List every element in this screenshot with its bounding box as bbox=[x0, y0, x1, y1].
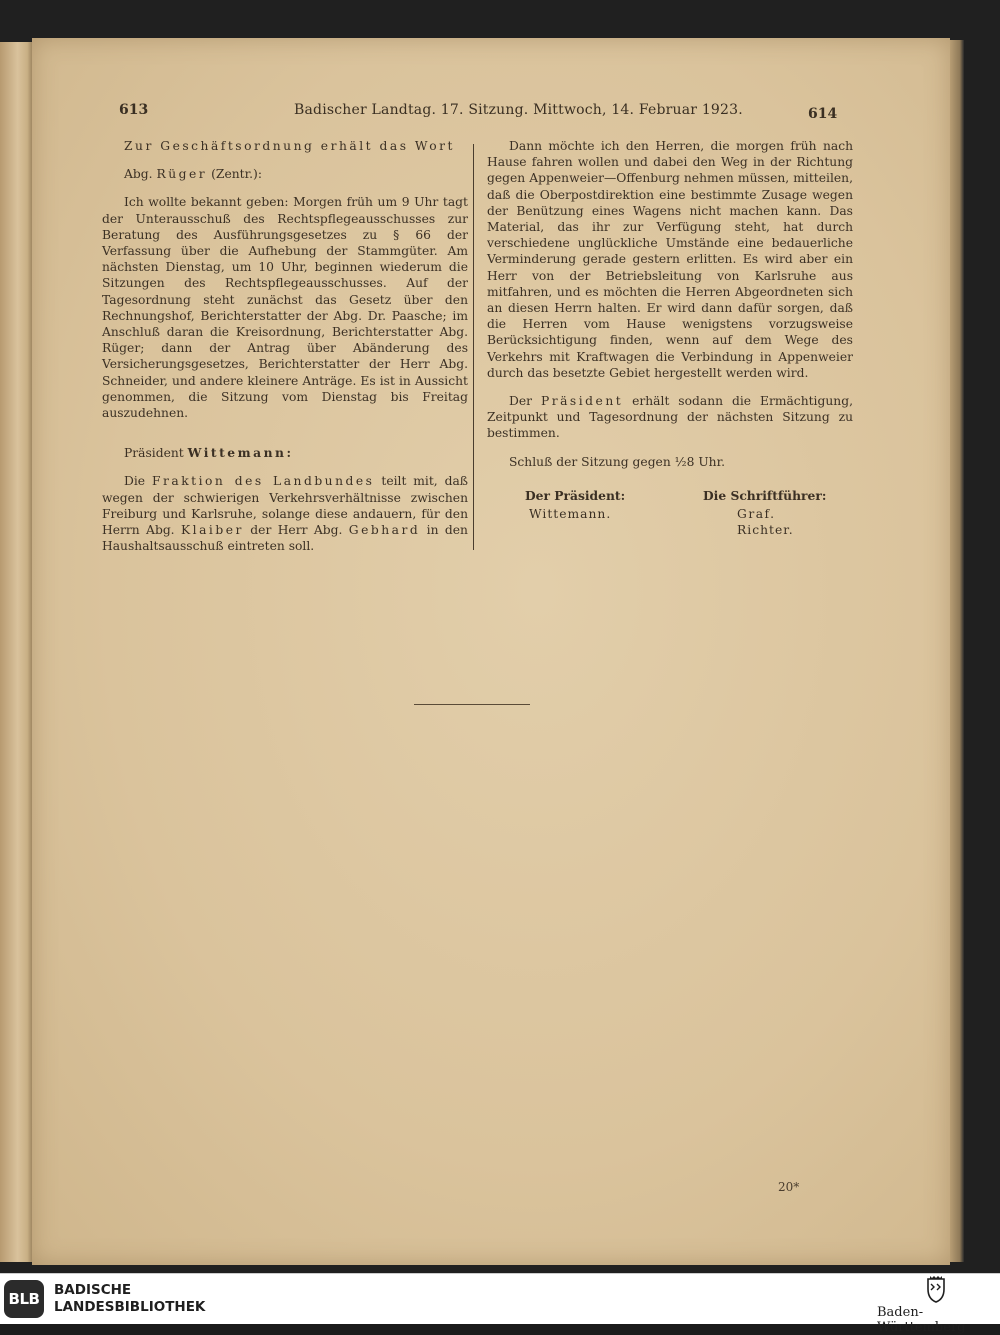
signature-block bbox=[487, 488, 853, 548]
speech-paragraph: Ich wollte bekannt geben: Morgen früh um 9 Uhr tagt der Unterausschuß des Rechtspflegeausschusses zur Beratung des Ausführungsgesetzes zu § 66 der Verfassung über die Aufhebung der Stammgüter. Am nächsten Dienstag, um 10 Uhr, beginnen wiederum die Sitzungen des Rechtspflegeausschusses. Auf der Tagesordnung steht zunächst das Gesetz über den Rechnungshof, Berichterstatter der Abg. Dr. Paasche; im Anschluß daran die Kreisordnung, Berichterstatter Abg. Rüger; dann der Antrag über Abänderung des Versicherungsgesetzes, Berichterstatter der Herr Abg. Schneider, und andere kleinere Anträge. Es ist in Aussicht genommen, die Sitzung vom Dienstag bis Freitag auszudehnen. bbox=[102, 195, 468, 421]
page-number-left: 613 bbox=[119, 102, 149, 118]
secretaries-signature-label: Die Schriftführer: bbox=[703, 487, 827, 503]
page-sheet bbox=[32, 38, 950, 1265]
president-name: Wittemann: bbox=[187, 445, 294, 461]
secretary-signature-1: Graf. bbox=[737, 506, 776, 521]
right-column bbox=[487, 138, 853, 548]
authorization-paragraph: Der Präsident erhält sodann die Ermächtigung, Zeitpunkt und Tagesordnung der nächsten Sitzung zu bestimmen. bbox=[487, 394, 853, 441]
page-number-right: 614 bbox=[808, 106, 838, 122]
viewer-footer bbox=[0, 1273, 1000, 1335]
president-line: Präsident Wittemann: bbox=[124, 445, 294, 461]
blb-logo[interactable]: BLB bbox=[4, 1280, 44, 1318]
end-rule bbox=[414, 704, 530, 705]
closing-line: Schluß der Sitzung gegen ½8 Uhr. bbox=[509, 454, 726, 469]
left-page-edge bbox=[0, 42, 33, 1262]
speaker-name: Rüger bbox=[156, 167, 208, 182]
speech-paragraph-continued: Dann möchte ich den Herren, die morgen früh nach Hause fahren wollen und dabei den Weg in der Richtung gegen Appenweier—Offenburg nehmen müssen, mitteilen, daß die Oberpostdirektion eine bestimmte Zusage wegen der Benützung eines Wagens nicht machen kann. Das Material, das ihr zur Verfügung steht, hat durch verschiedene unglückliche Umstände eine bedauerliche Verminderung gerade gestern erlitten. Es wird aber ein Herr von der Betriebsleitung von Karlsruhe aus mitfahren, und es möchten die Herren Abgeordneten sich an diesen Herrn halten. Er wird dann dafür sorgen, daß die Herren vom Hause wenigstens vorzugsweise Berücksichtigung finden, wenn auf dem Wege des Verkehrs mit Kraftwagen die Verbindung in Appenweier durch das besetzte Gebiet hergestellt werden wird. bbox=[487, 139, 853, 380]
president-signature-name: Wittemann. bbox=[529, 506, 612, 521]
left-column bbox=[102, 138, 468, 554]
procedure-paragraph: Zur Geschäftsordnung erhält das Wort bbox=[124, 139, 455, 153]
state-name[interactable]: Baden-Württemberg bbox=[877, 1305, 966, 1335]
sheet-signature: 20* bbox=[778, 1180, 800, 1194]
announcement-paragraph: Die Fraktion des Landbundes teilt mit, daß wegen der schwierigen Verkehrsverhältnisse zwischen Freiburg und Karlsruhe, solange diese andauern, für den Herrn Abg. Klaiber der Herr Abg. Gebhard in den Haushaltsausschuß eintreten soll. bbox=[102, 474, 468, 554]
speaker-line: Abg. Rüger (Zentr.): bbox=[124, 167, 262, 182]
right-page-edge bbox=[950, 40, 964, 1262]
president-signature-label: Der Präsident: bbox=[525, 487, 626, 503]
running-head: Badischer Landtag. 17. Sitzung. Mittwoch, 14. Februar 1923. bbox=[294, 102, 743, 118]
coat-of-arms-icon bbox=[912, 1275, 960, 1303]
column-divider bbox=[473, 144, 474, 550]
secretary-signature-2: Richter. bbox=[737, 522, 794, 537]
library-name[interactable]: BADISCHE LANDESBIBLIOTHEK bbox=[54, 1282, 206, 1315]
